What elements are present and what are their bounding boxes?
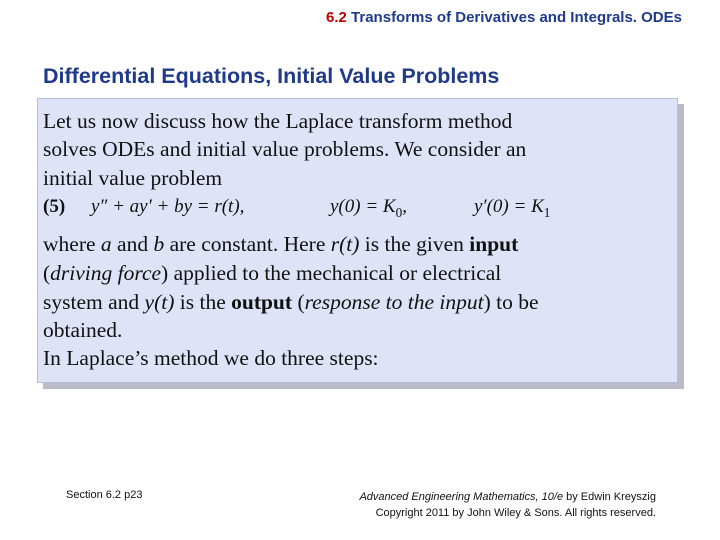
ic1-subscript: 0 [395, 204, 403, 220]
text-run: ( [43, 261, 51, 285]
term-response: response to the input [304, 290, 484, 314]
text-run: ( [292, 290, 305, 314]
body-line-2: solves ODEs and initial value problems. We consider an [43, 137, 527, 161]
term-output: output [231, 290, 293, 314]
section-number: 6.2 [326, 9, 347, 26]
var-r-t: r(t) [330, 232, 360, 256]
footer-copyright [359, 489, 656, 521]
footer-book-title: Advanced Engineering Mathematics, 10/e [359, 491, 564, 503]
term-driving-force: driving force [50, 261, 162, 285]
var-a: a [100, 232, 112, 256]
text-run: where [43, 232, 101, 256]
footer-book-line [359, 489, 656, 505]
footer-author: by Edwin Kreyszig [563, 491, 656, 503]
ic2-subscript: 1 [543, 204, 551, 220]
section-title: Transforms of Derivatives and Integrals. ODEs [351, 9, 682, 26]
body-line-9: In Laplace’s method we do three steps: [43, 346, 379, 370]
section-header [326, 9, 682, 26]
var-b: b [153, 232, 165, 256]
text-run: are constant. Here [164, 232, 331, 256]
var-y-t: y(t) [144, 290, 175, 314]
footer-copyright-line: Copyright 2011 by John Wiley & Sons. All rights reserved. [375, 507, 656, 519]
ic2-text: y′(0) = K [474, 196, 544, 217]
body-line-3: initial value problem [43, 166, 223, 190]
body-line-1: Let us now discuss how the Laplace transform method [43, 109, 513, 133]
body-line-6 [43, 263, 501, 285]
text-run: is the [174, 290, 232, 314]
slide-title: Differential Equations, Initial Value Problems [43, 64, 500, 88]
equation-main: y″ + ay′ + by = r(t), [91, 196, 245, 217]
ic1-comma: , [402, 196, 407, 217]
text-run: is the given [359, 232, 470, 256]
term-input: input [469, 232, 519, 256]
text-run: and [111, 232, 154, 256]
initial-condition-1 [330, 197, 407, 219]
text-run: ) applied to the mechanical or electrical [161, 261, 502, 285]
body-line-8: obtained. [43, 318, 123, 342]
initial-condition-2 [474, 197, 550, 219]
equation-label: (5) [43, 196, 66, 217]
text-run: ) to be [483, 290, 539, 314]
content-box [37, 98, 678, 383]
ic1-text: y(0) = K [330, 196, 396, 217]
body-line-7 [43, 292, 539, 314]
text-run: system and [43, 290, 145, 314]
body-line-5 [43, 234, 518, 256]
footer-section-ref: Section 6.2 p23 [66, 489, 143, 501]
